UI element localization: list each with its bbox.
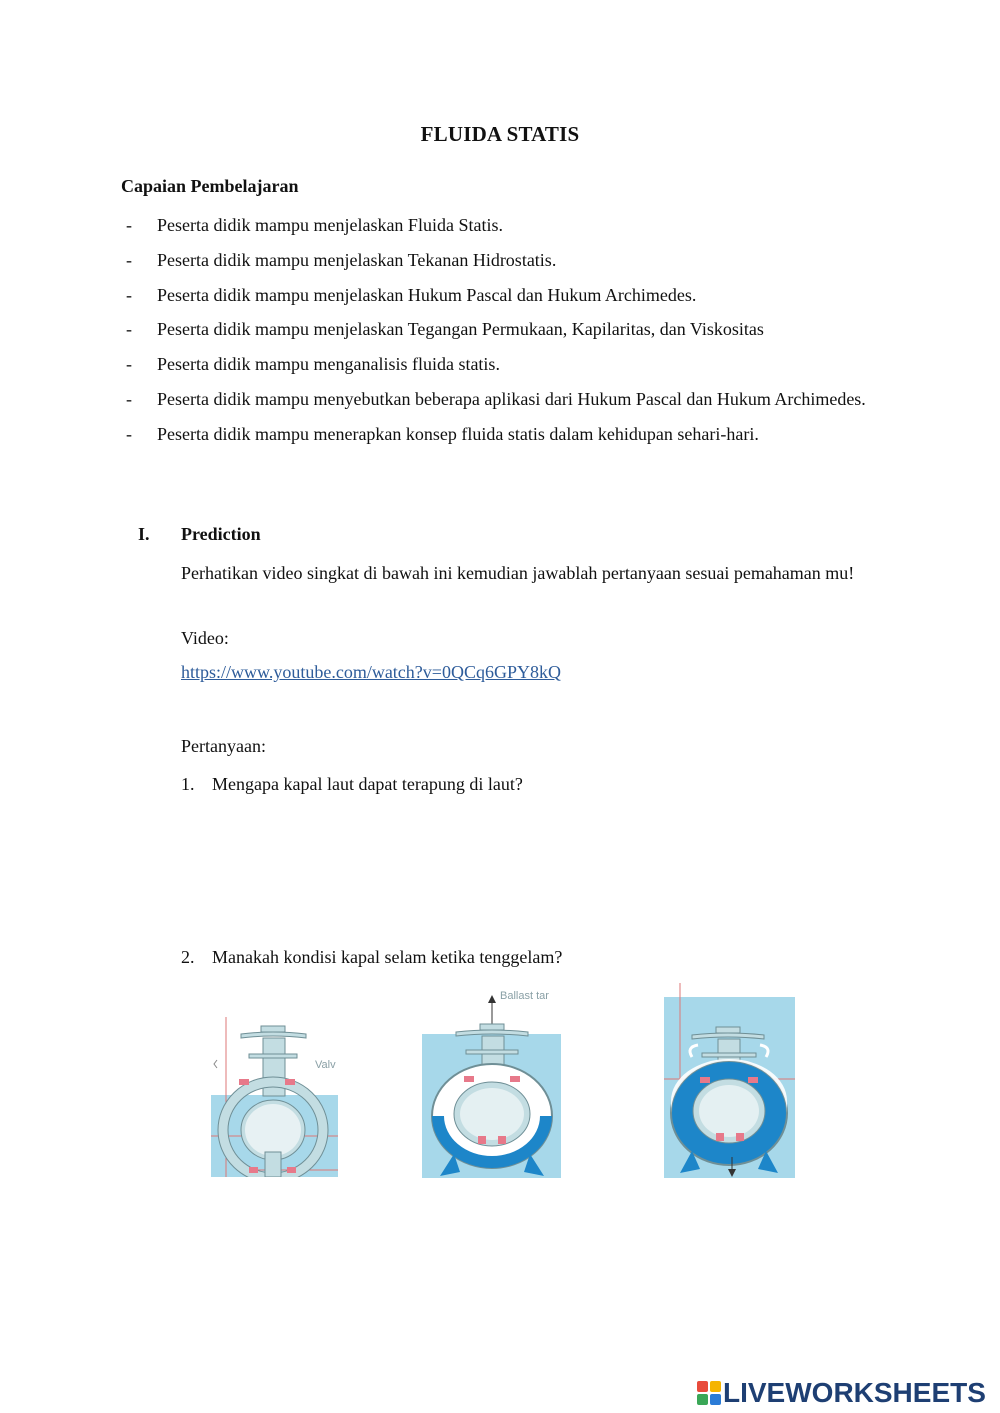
valve [478,1136,486,1144]
valve [748,1077,758,1083]
list-item [121,243,878,278]
submarine-figure-submerged[interactable] [664,981,795,1178]
submarine-floating-illustration [211,1012,338,1177]
figure-label-valve: Valv [315,1059,336,1071]
figure-label-ballast: Ballast tar [500,990,549,1002]
valve [249,1167,258,1173]
valve [716,1133,724,1141]
bullet-dash: - [126,249,132,270]
logo-square [710,1394,721,1405]
list-item-text: Peserta didik mampu menjelaskan Tekanan Hidrostatis. [157,249,557,270]
valve [239,1079,249,1085]
question-number: 1. [181,774,195,794]
list-item-text: Peserta didik mampu menjelaskan Hukum Pascal dan Hukum Archimedes. [157,284,697,305]
bullet-dash: - [126,319,132,340]
list-item-text: Peserta didik mampu menerapkan konsep fluida statis dalam kehidupan sehari-hari. [157,423,759,444]
questions-label: Pertanyaan: [181,736,266,756]
question-number: 2. [181,947,195,967]
bullet-dash: - [126,423,132,444]
liveworksheets-brand[interactable] [697,1377,986,1409]
logo-square [697,1394,708,1405]
list-item [121,312,878,347]
valve [510,1076,520,1082]
list-item [121,278,878,313]
list-item-text: Peserta didik mampu menganalisis fluida statis. [157,354,500,375]
valve [464,1076,474,1082]
video-label: Video: [181,628,229,648]
list-item [121,347,878,382]
list-item [121,417,878,452]
section-title: Prediction [181,524,261,544]
logo-square [710,1381,721,1392]
instruction-paragraph: Perhatikan video singkat di bawah ini kemudian jawablah pertanyaan sesuai pemahaman mu! [181,563,855,583]
bullet-dash: - [126,388,132,409]
bullet-dash: - [126,215,132,235]
question-item [181,774,781,798]
question-item [181,947,781,971]
section-number: I. [138,524,150,544]
submarine-diving-illustration [422,986,561,1178]
valve [285,1079,295,1085]
learning-outcomes-list [121,208,878,452]
valve [736,1133,744,1141]
brand-logo-icon [697,1381,721,1405]
list-item [121,208,878,243]
question-text: Mengapa kapal laut dapat terapung di laut? [212,774,523,794]
list-item-text: Peserta didik mampu menyebutkan beberapa aplikasi dari Hukum Pascal dan Hukum Archimedes. [157,388,866,409]
list-item-text: Peserta didik mampu menjelaskan Tegangan Permukaan, Kapilaritas, dan Viskositas [157,319,764,340]
valve [700,1077,710,1083]
video-link[interactable]: https://www.youtube.com/watch?v=0QCq6GPY8kQ [181,662,561,682]
submarine-submerged-illustration [664,981,795,1178]
valve [498,1136,506,1144]
submarine-figure-floating[interactable] [211,1012,338,1177]
brand-name: LIVEWORKSHEETS [723,1377,986,1408]
valve [287,1167,296,1173]
list-item-text: Peserta didik mampu menjelaskan Fluida Statis. [157,215,503,235]
bullet-dash: - [126,354,132,375]
learning-outcomes-heading: Capaian Pembelajaran [121,176,299,196]
logo-square [697,1381,708,1392]
question-text: Manakah kondisi kapal selam ketika tenggelam? [212,947,563,967]
document-title: FLUIDA STATIS [420,122,580,146]
bullet-dash: - [126,284,132,305]
submarine-figure-diving[interactable] [422,986,561,1178]
list-item [121,382,878,417]
